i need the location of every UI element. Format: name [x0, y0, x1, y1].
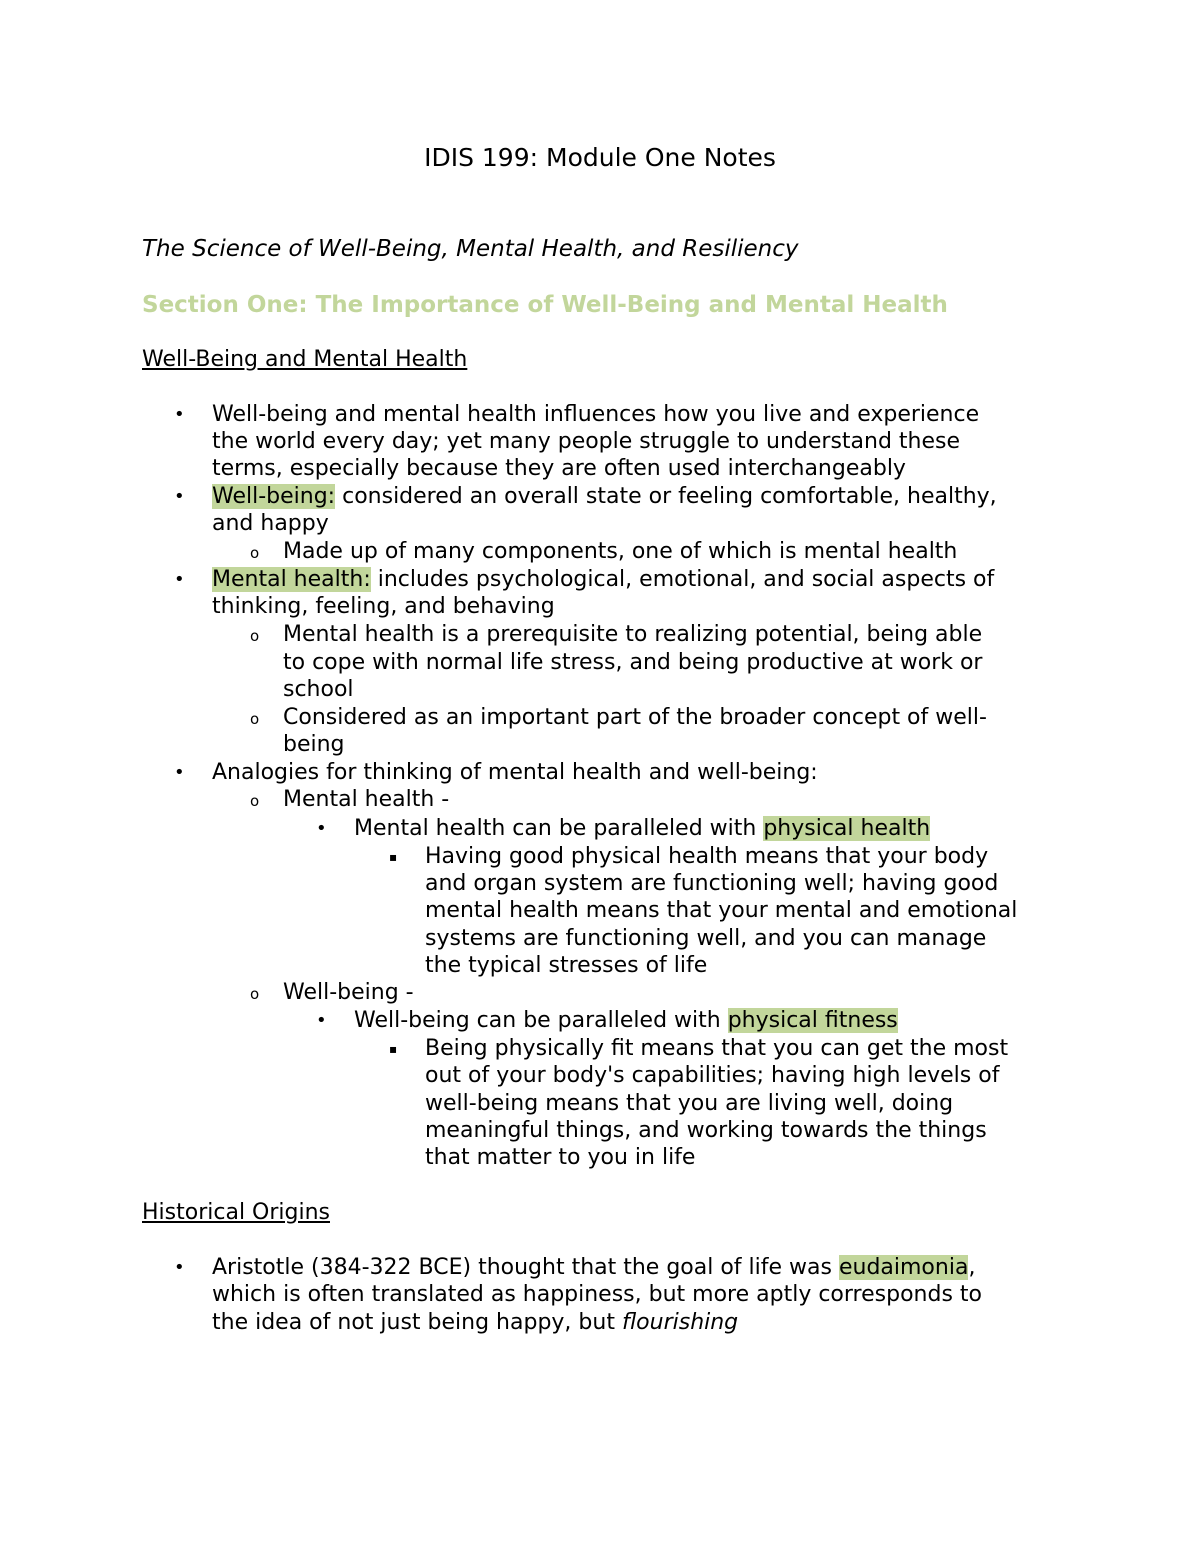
list-item-text: the typical stresses of life [425, 953, 708, 978]
list-item-text: Well-being and mental health influences how you live and experience [212, 402, 980, 427]
list-item-text: Having good physical health means that your body [425, 844, 989, 869]
heading-well-being-mental-health: Well-Being and Mental Health [142, 347, 468, 372]
list-item-text [354, 815, 930, 843]
bullet-circle: o [250, 985, 260, 1003]
list-item-text: the world every day; yet many people struggle to understand these [212, 429, 961, 454]
highlight-term: physical health [763, 816, 931, 841]
list-item-text: that matter to you in life [425, 1145, 696, 1170]
list-item-text: and happy [212, 511, 329, 536]
list-item-text: mental health means that your mental and emotional [425, 898, 1018, 923]
list-item-text [212, 1254, 975, 1282]
bullet-disc: • [316, 818, 327, 839]
highlight-term: Mental health: [212, 567, 371, 592]
list-item-text: meaningful things, and working towards the things [425, 1118, 987, 1143]
bullet-circle: o [250, 627, 260, 645]
highlight-term: eudaimonia [838, 1255, 969, 1280]
list-item-text: Mental health - [283, 787, 450, 812]
list-item-text: terms, especially because they are often used interchangeably [212, 456, 906, 481]
list-item-text: school [283, 677, 354, 702]
list-item-text: Considered as an important part of the broader concept of well- [283, 705, 987, 730]
aristotle-text: the idea of not just being happy, but [212, 1310, 622, 1335]
list-item-text: Mental health is a prerequisite to realizing potential, being able [283, 622, 983, 647]
bullet-square: ▪ [389, 850, 398, 864]
list-item-text: well-being means that you are living well, doing [425, 1091, 954, 1116]
definition-text: considered an overall state or feeling comfortable, healthy, [335, 484, 997, 509]
analogy-text: Well-being can be paralleled with [354, 1008, 728, 1033]
list-item-text [212, 566, 994, 594]
list-item-text: being [283, 732, 345, 757]
bullet-disc: • [174, 404, 185, 425]
bullet-square: ▪ [389, 1042, 398, 1056]
course-subtitle: The Science of Well-Being, Mental Health, and Resiliency [142, 236, 799, 262]
page-title: IDIS 199: Module One Notes [424, 143, 776, 172]
emphasis-term: flourishing [621, 1310, 739, 1335]
definition-text: includes psychological, emotional, and social aspects of [370, 567, 995, 592]
list-item-text: Well-being - [283, 980, 414, 1005]
bullet-circle: o [250, 792, 260, 810]
bullet-circle: o [250, 544, 260, 562]
list-item-text [212, 483, 997, 511]
highlight-term: physical fitness [727, 1008, 898, 1033]
aristotle-text: Aristotle (384-322 BCE) thought that the goal of life was [212, 1255, 839, 1280]
list-item-text: to cope with normal life stress, and being productive at work or [283, 650, 983, 675]
list-item-text: Analogies for thinking of mental health and well-being: [212, 760, 818, 785]
heading-historical-origins: Historical Origins [142, 1200, 330, 1225]
list-item-text: out of your body's capabilities; having high levels of [425, 1063, 1000, 1088]
list-item-text: Made up of many components, one of which is mental health [283, 539, 958, 564]
list-item-text: and organ system are functioning well; having good [425, 871, 999, 896]
list-item-text: which is often translated as happiness, but more aptly corresponds to [212, 1282, 982, 1307]
list-item-text: Being physically fit means that you can get the most [425, 1036, 1009, 1061]
bullet-disc: • [174, 569, 185, 590]
bullet-circle: o [250, 710, 260, 728]
list-item-text [354, 1007, 898, 1035]
list-item-text [212, 1309, 738, 1337]
bullet-disc: • [316, 1010, 327, 1031]
bullet-disc: • [174, 1257, 185, 1278]
highlight-term: Well-being: [212, 484, 336, 509]
list-item-text: systems are functioning well, and you can manage [425, 926, 987, 951]
analogy-text: Mental health can be paralleled with [354, 816, 764, 841]
bullet-disc: • [174, 762, 185, 783]
section-heading: Section One: The Importance of Well-Being and Mental Health [142, 292, 948, 318]
list-item-text: thinking, feeling, and behaving [212, 594, 555, 619]
bullet-disc: • [174, 486, 185, 507]
comma-text: , [968, 1255, 976, 1280]
